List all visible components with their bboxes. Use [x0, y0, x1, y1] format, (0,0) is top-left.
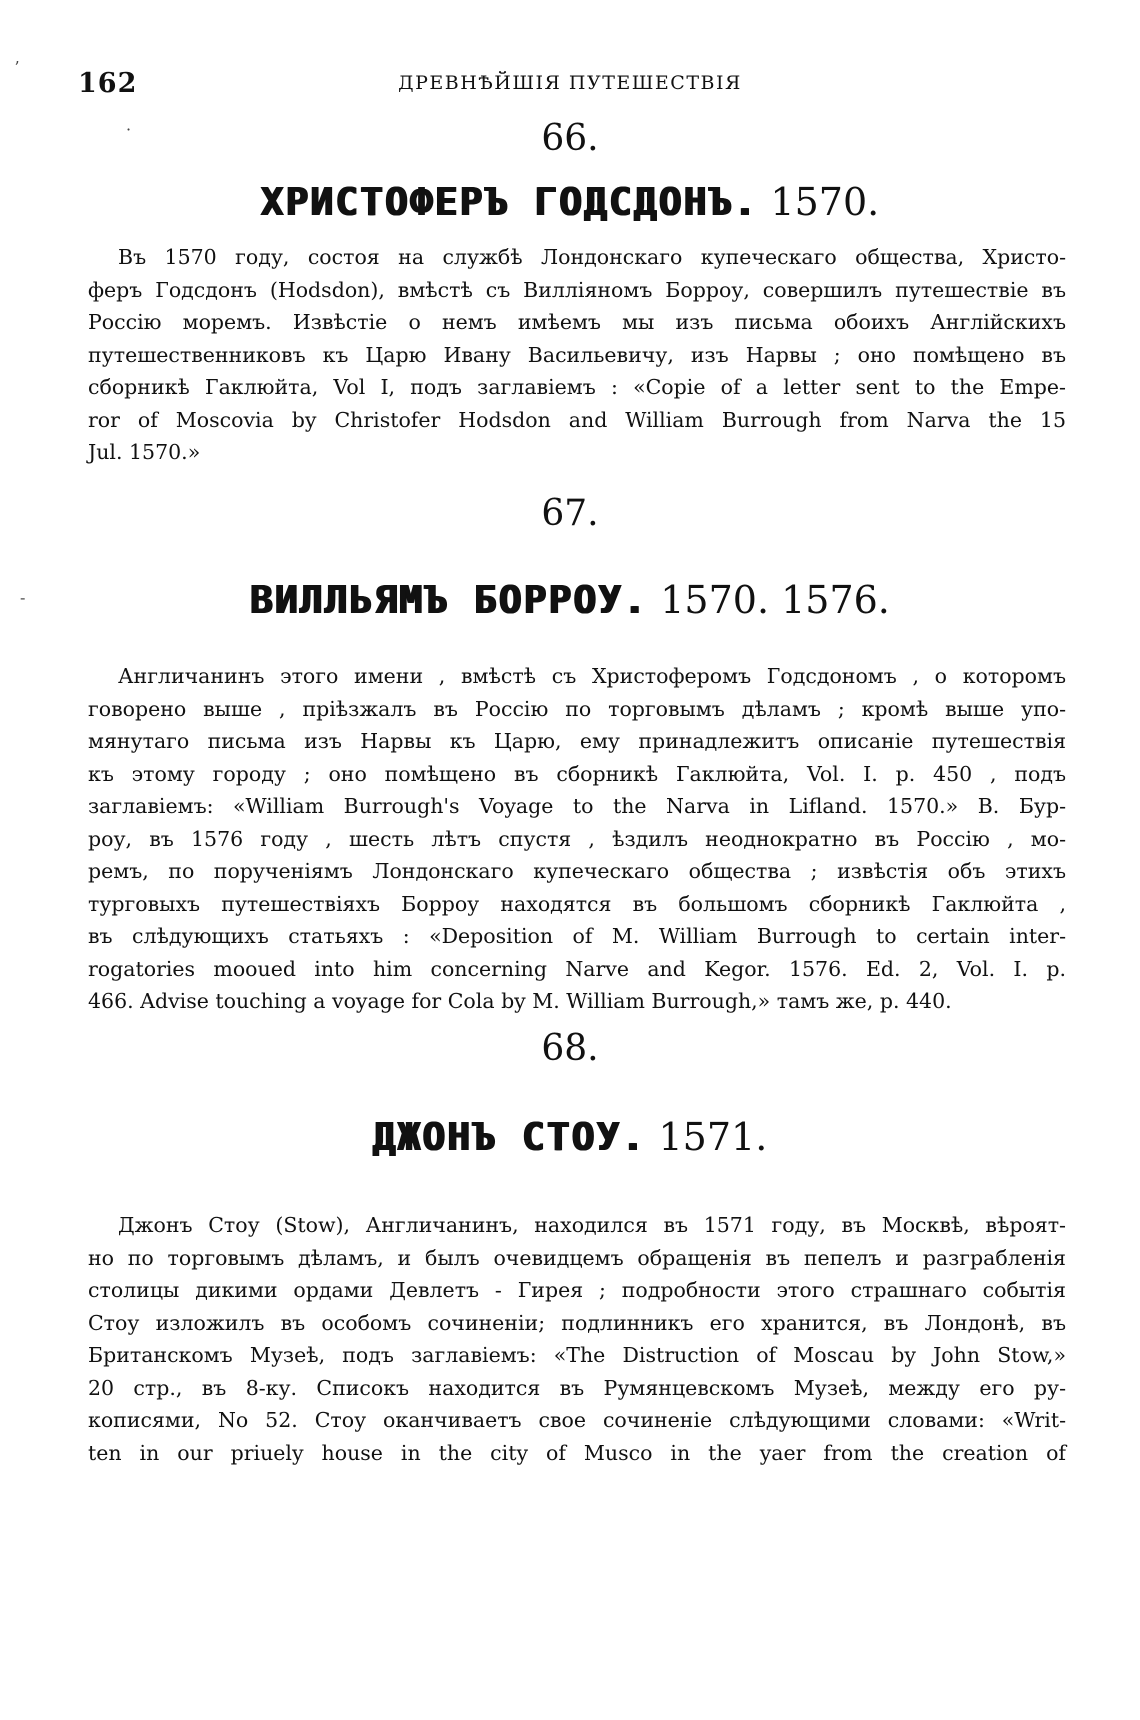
- paragraph-line: мянутаго письма изъ Нарвы къ Царю, ему принадлежитъ описаніе путешествія: [88, 729, 1066, 753]
- section-title-years: 1570.: [770, 180, 880, 224]
- paragraph-line: заглавіемъ: «William Burrough's Voyage to the Narva in Lifland. 1570.» В. Бур-: [88, 794, 1066, 818]
- paragraph-line: ten in our priuely house in the city of Musco in the yaer from the creation of: [88, 1440, 1066, 1465]
- section-number: 66.: [541, 118, 599, 159]
- section-title-name: ДЖОНЪ СТОУ.: [372, 1115, 647, 1159]
- paragraph-line: Стоу изложилъ въ особомъ сочиненіи; подлинникъ его хранится, въ Лондонѣ, въ: [88, 1310, 1066, 1335]
- section-title-years: 1571.: [658, 1115, 768, 1159]
- page-number: 162: [78, 68, 138, 99]
- section-number: 68.: [541, 1028, 599, 1069]
- paragraph-line: rogatories mooued into him concerning Narve and Kegor. 1576. Ed. 2, Vol. I. p.: [88, 956, 1066, 981]
- print-speck: ·: [126, 120, 132, 139]
- print-speck: ʼ: [14, 58, 20, 77]
- paragraph-line: феръ Годсдонъ (Hodsdon), вмѣстѣ съ Вилліяномъ Борроу, совершилъ путешествіе въ: [88, 277, 1066, 302]
- paragraph-line: Россію моремъ. Извѣстіе о немъ имѣемъ мы изъ письма обоихъ Англійскихъ: [88, 310, 1066, 334]
- running-title: ДРЕВНѢЙШІЯ ПУТЕШЕСТВІЯ: [398, 72, 742, 94]
- section-title-years: 1570. 1576.: [660, 578, 890, 622]
- paragraph-line: 20 стр., въ 8-ку. Списокъ находится въ Румянцевскомъ Музеѣ, между его ру-: [88, 1375, 1066, 1400]
- paragraph-line: столицы дикими ордами Девлетъ - Гирея ; подробности этого страшнаго событія: [88, 1278, 1066, 1302]
- paragraph-line: турговыхъ путешествіяхъ Борроу находятся въ большомъ сборникѣ Гаклюйта ,: [88, 891, 1066, 916]
- paragraph-line: къ этому городу ; оно помѣщено въ сборникѣ Гаклюйта, Vol. I. p. 450 , подъ: [88, 761, 1066, 786]
- paragraph-line: Джонъ Стоу (Stow), Англичанинъ, находился въ 1571 году, въ Москвѣ, вѣроят-: [118, 1213, 1066, 1237]
- paragraph-line: въ слѣдующихъ статьяхъ : «Deposition of M. William Burrough to certain inter-: [88, 924, 1066, 948]
- section-paragraph: [88, 660, 1066, 1018]
- section-paragraph: [88, 1209, 1066, 1469]
- section-number: 67.: [541, 493, 599, 534]
- paragraph-line: Британскомъ Музеѣ, подъ заглавіемъ: «The Distruction of Moscau by John Stow,»: [88, 1343, 1066, 1367]
- section-title-name: ВИЛЛЬЯМЪ БОРРОУ.: [250, 578, 649, 622]
- paragraph-line: говорено выше , пріѣзжалъ въ Россію по торговымъ дѣламъ ; кромѣ выше упо-: [88, 696, 1066, 721]
- paragraph-line: ror of Moscovia by Christofer Hodsdon and William Burrough from Narva the 15: [88, 407, 1066, 432]
- paragraph-line: 466. Advise touching a voyage for Cola by M. William Burrough,» тамъ же, p. 440.: [88, 989, 952, 1013]
- paragraph-line: ремъ, по порученіямъ Лондонскаго купеческаго общества ; извѣстія объ этихъ: [88, 859, 1066, 883]
- paragraph-line: Jul. 1570.»: [88, 440, 201, 464]
- paragraph-line: путешественниковъ къ Царю Ивану Васильевичу, изъ Нарвы ; оно помѣщено въ: [88, 342, 1066, 367]
- section-title-name: ХРИСТОФЕРЪ ГОДСДОНЪ.: [260, 180, 759, 224]
- paragraph-line: Въ 1570 году, состоя на службѣ Лондонскаго купеческаго общества, Христо-: [118, 245, 1066, 269]
- paragraph-line: Англичанинъ этого имени , вмѣстѣ съ Христоферомъ Годсдономъ , о которомъ: [118, 664, 1066, 688]
- paragraph-line: но по торговымъ дѣламъ, и былъ очевидцемъ обращенія въ пепелъ и разграбленія: [88, 1245, 1066, 1270]
- section-paragraph: [88, 241, 1066, 469]
- print-speck: -: [20, 588, 26, 607]
- paragraph-line: сборникѣ Гаклюйта, Vol I, подъ заглавіемъ : «Copie of a letter sent to the Empe-: [88, 375, 1066, 399]
- paragraph-line: роу, въ 1576 году , шесть лѣтъ спустя , ѣздилъ неоднократно въ Россію , мо-: [88, 826, 1066, 851]
- section-title: [0, 1115, 1140, 1159]
- section-title: [0, 578, 1140, 622]
- section-title: [0, 180, 1140, 224]
- paragraph-line: кописями, No 52. Стоу оканчиваетъ свое сочиненіе слѣдующими словами: «Writ-: [88, 1408, 1066, 1432]
